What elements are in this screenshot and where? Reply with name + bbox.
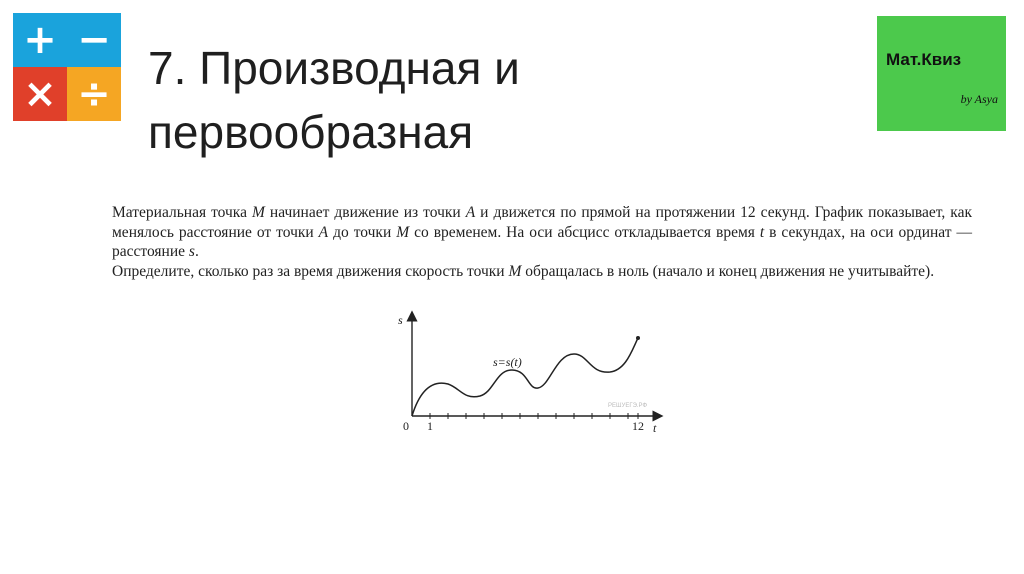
- brand-logo: [877, 16, 1006, 131]
- divide-icon: ÷: [67, 67, 121, 121]
- multiply-icon: ×: [13, 67, 67, 121]
- problem-statement: [112, 203, 972, 281]
- distance-curve: [412, 338, 638, 416]
- tick-12-label: 12: [632, 419, 644, 433]
- brand-name: Мат.Квиз: [886, 50, 962, 69]
- math-logo: [13, 13, 121, 121]
- slide-title-line-1: 7. Производная и: [148, 42, 520, 94]
- slide-title-line-2: первообразная: [148, 106, 474, 158]
- x-axis-label: t: [653, 421, 657, 435]
- watermark: РЕШУЕГЭ.РФ: [608, 403, 648, 409]
- y-axis-label: s: [398, 313, 403, 327]
- tick-1-label: 1: [427, 419, 433, 433]
- origin-label: 0: [403, 419, 409, 433]
- slide-title: [148, 36, 520, 164]
- minus-icon: −: [67, 13, 121, 67]
- curve-label: s=s(t): [493, 355, 522, 369]
- problem-paragraph-1: Материальная точка М начинает движение из точки А и движется по прямой на протяжении 12 секунд. График показывает, как менялось расстояние от точки А до точки М со временем. На оси абсцисс откладывается время t в секундах, на оси ординат — расстояние s.: [112, 204, 973, 260]
- distance-time-graph: [390, 310, 680, 440]
- curve-endpoint: [636, 336, 640, 340]
- brand-signature: by Asya: [960, 92, 998, 106]
- plus-icon: +: [13, 13, 67, 67]
- problem-paragraph-2: Определите, сколько раз за время движения скорость точки М обращалась в ноль (начало и конец движения не учитывайте).: [112, 262, 935, 280]
